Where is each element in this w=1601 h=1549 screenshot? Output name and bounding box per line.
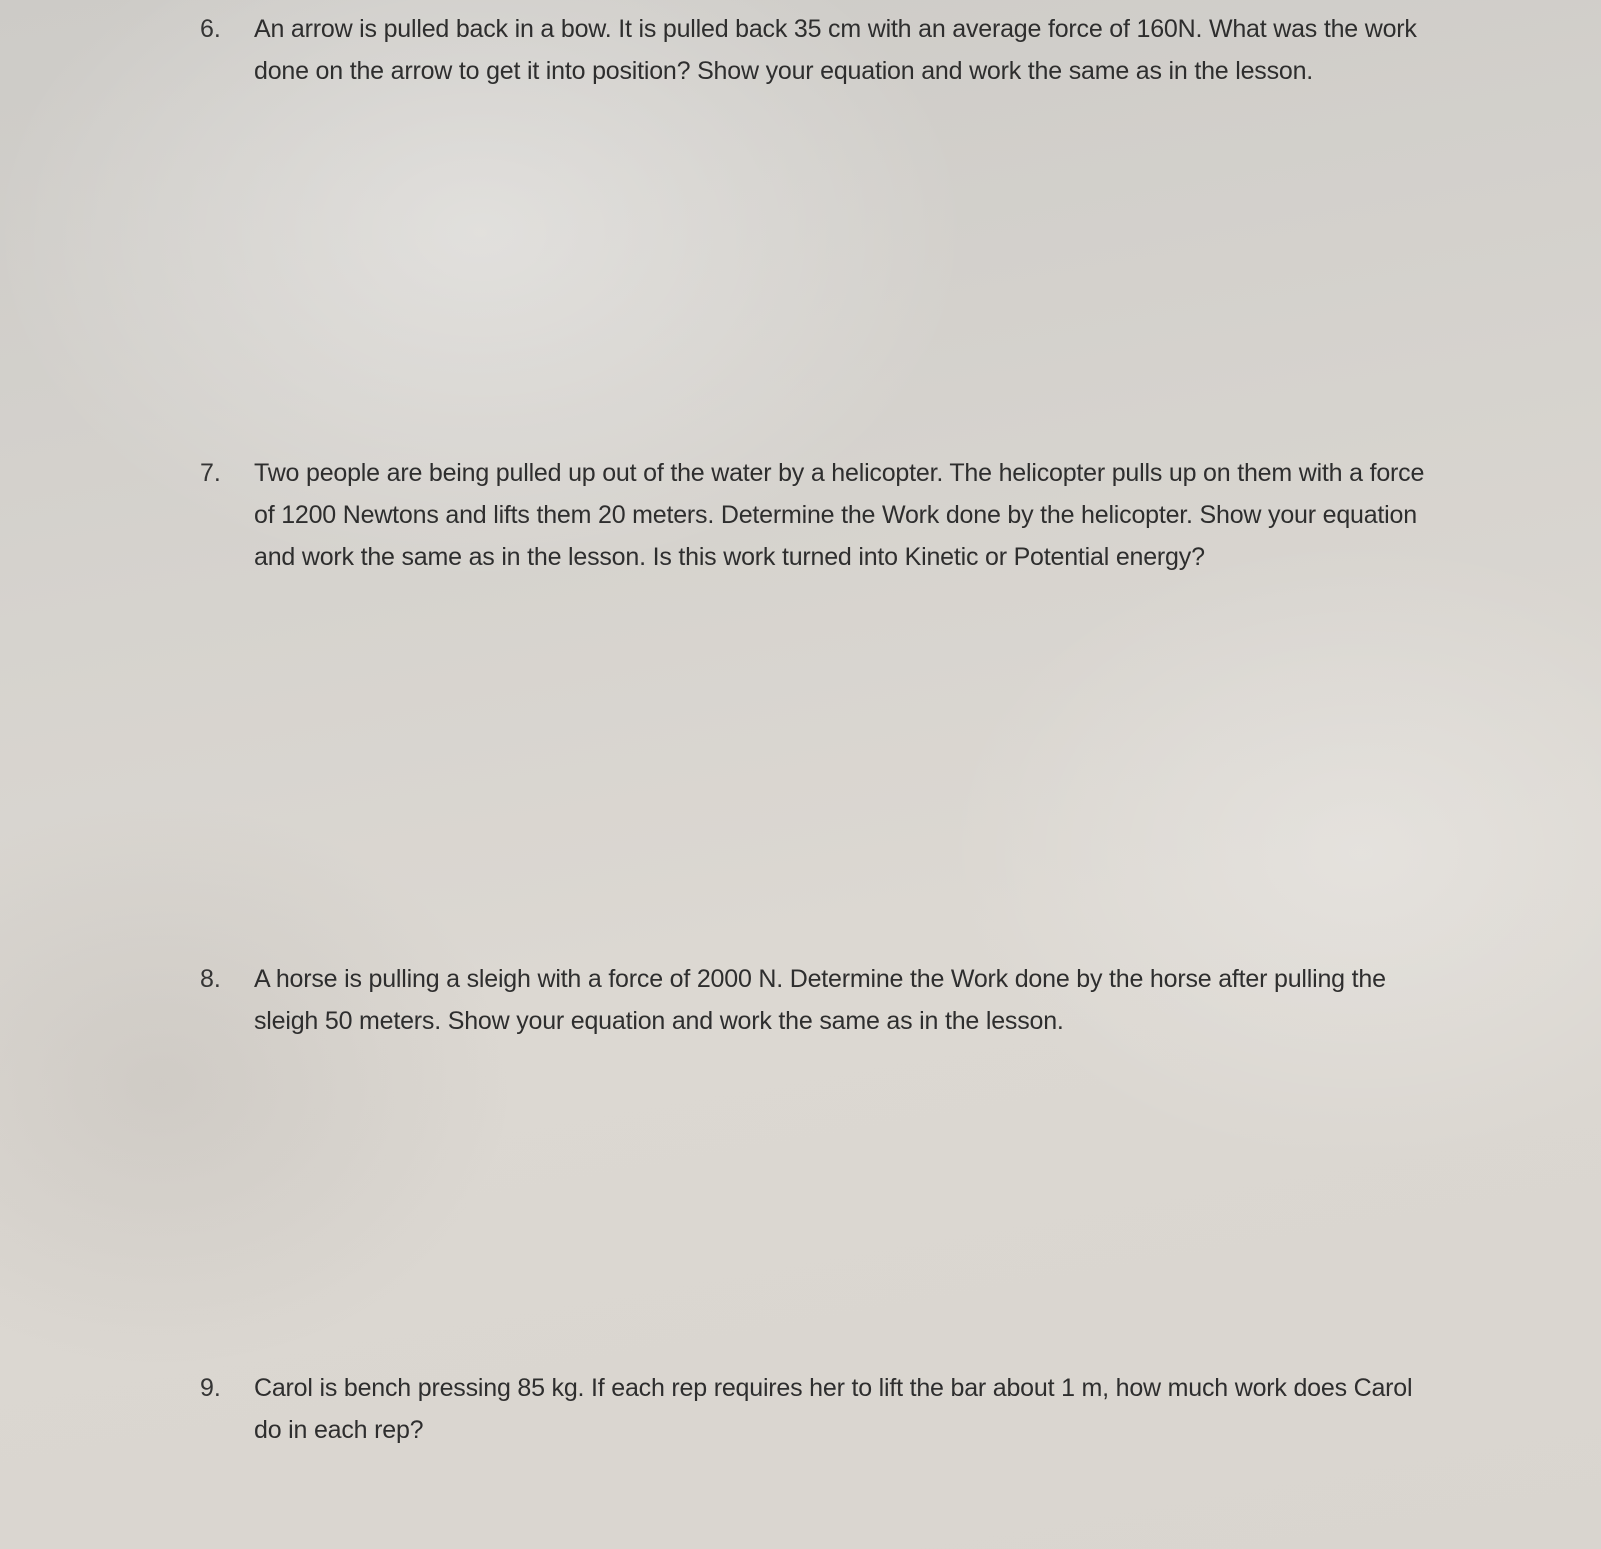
question-text: A horse is pulling a sleigh with a force of 2000 N. Determine the Work done by the horse after pulling the sleigh 50 meters. Show your equation and work the same as in the lesson. xyxy=(254,965,1386,1035)
question-text: An arrow is pulled back in a bow. It is pulled back 35 cm with an average force of 160N. What was the work done on the arrow to get it into position? Show your equation and work the same as in the lesson. xyxy=(254,15,1417,85)
question-text: Carol is bench pressing 85 kg. If each rep requires her to lift the bar about 1 m, how much work does Carol do in each rep? xyxy=(254,1374,1413,1444)
question-number: 9. xyxy=(200,1374,221,1402)
question-number: 6. xyxy=(200,15,221,43)
question-number: 7. xyxy=(200,459,221,487)
show-through-text-bottom xyxy=(250,1200,1430,1326)
question-number: 8. xyxy=(200,965,221,993)
question-text: Two people are being pulled up out of the water by a helicopter. The helicopter pulls up on them with a force of 1200 Newtons and lifts them 20 meters. Determine the Work done by the helicopter. Show your equation and work the same as in the lesson. Is this work turned into Kinetic or Potential energy? xyxy=(254,459,1425,571)
show-through-text-top xyxy=(250,580,1430,706)
